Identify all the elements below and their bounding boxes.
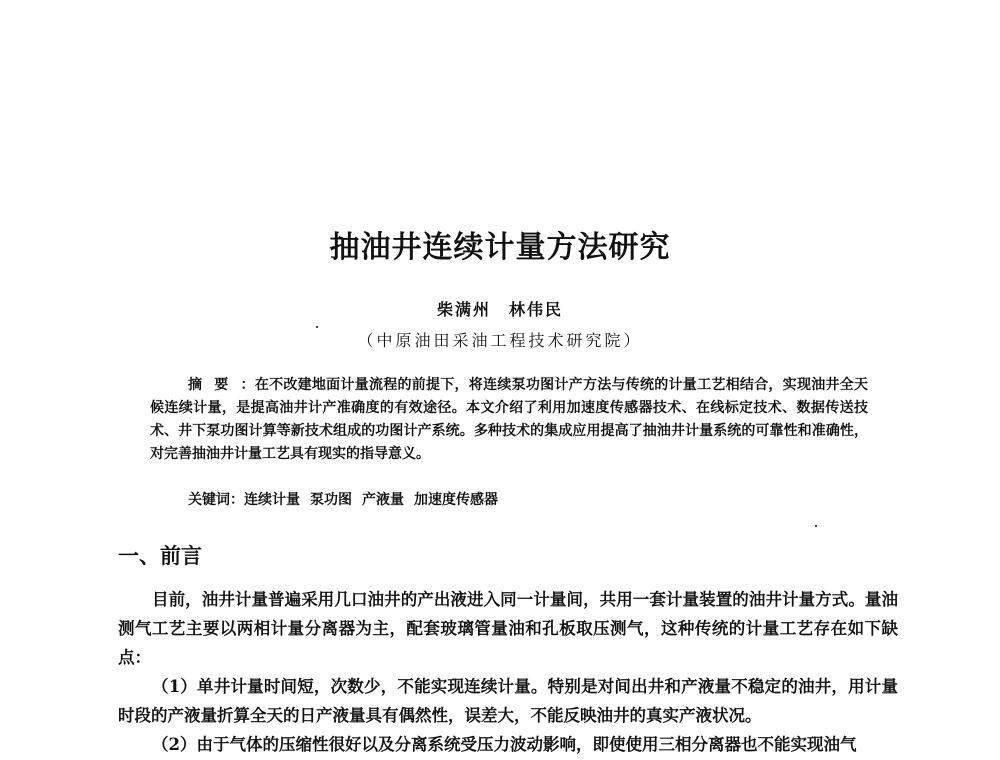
keyword-item: 加速度传感器 <box>414 492 498 508</box>
keywords-label: 关键词： <box>188 492 244 508</box>
abstract-text: 在不改建地面计量流程的前提下，将连续泵功图计产方法与传统的计量工艺相结合，实现油井全天候连续计量，是提高油井计产准确度的有效途径。本文介绍了利用加速度传感器技术、在线标定技术、数据传送技术、井下泵功图计算等新技术组成的功图计产系统。多种技术的集成应用提高了抽油井计量系统的可靠性和准确性，对完善抽油井计量工艺具有现实的指导意义。 <box>150 377 869 462</box>
section-heading: 一、前言 <box>118 544 202 568</box>
keywords <box>188 489 868 509</box>
paper-title: 抽油井连续计量方法研究 <box>329 230 671 265</box>
author-list: 柴满州 林伟民 <box>436 300 563 319</box>
abstract-label: 摘要： <box>188 377 267 393</box>
author-affiliation: （中原油田采油工程技术研究院） <box>357 331 643 350</box>
body-paragraph: （1）单井计量时间短，次数少，不能实现连续计量。特别是对间出井和产液量不稳定的油井，用计量时段的产液量折算全天的日产液量具有偶然性，误差大，不能反映油井的真实产液状况。 <box>118 677 898 725</box>
scan-speck <box>316 326 318 328</box>
keyword-item: 产液量 <box>362 492 404 508</box>
scan-speck <box>815 525 817 527</box>
body-paragraph: （2）由于气体的压缩性很好以及分离系统受压力波动影响，即使使用三相分离器也不能实现油气 <box>152 735 857 754</box>
keyword-item: 泵功图 <box>310 492 352 508</box>
body-paragraph: 目前，油井计量普遍采用几口油井的产出液进入同一计量间，共用一套计量装置的油井计量方式。量油测气工艺主要以两相计量分离器为主，配套玻璃管量油和孔板取压测气，这种传统的计量工艺存在如下缺点： <box>118 590 898 667</box>
keyword-item: 连续计量 <box>244 492 300 508</box>
abstract <box>150 374 868 466</box>
